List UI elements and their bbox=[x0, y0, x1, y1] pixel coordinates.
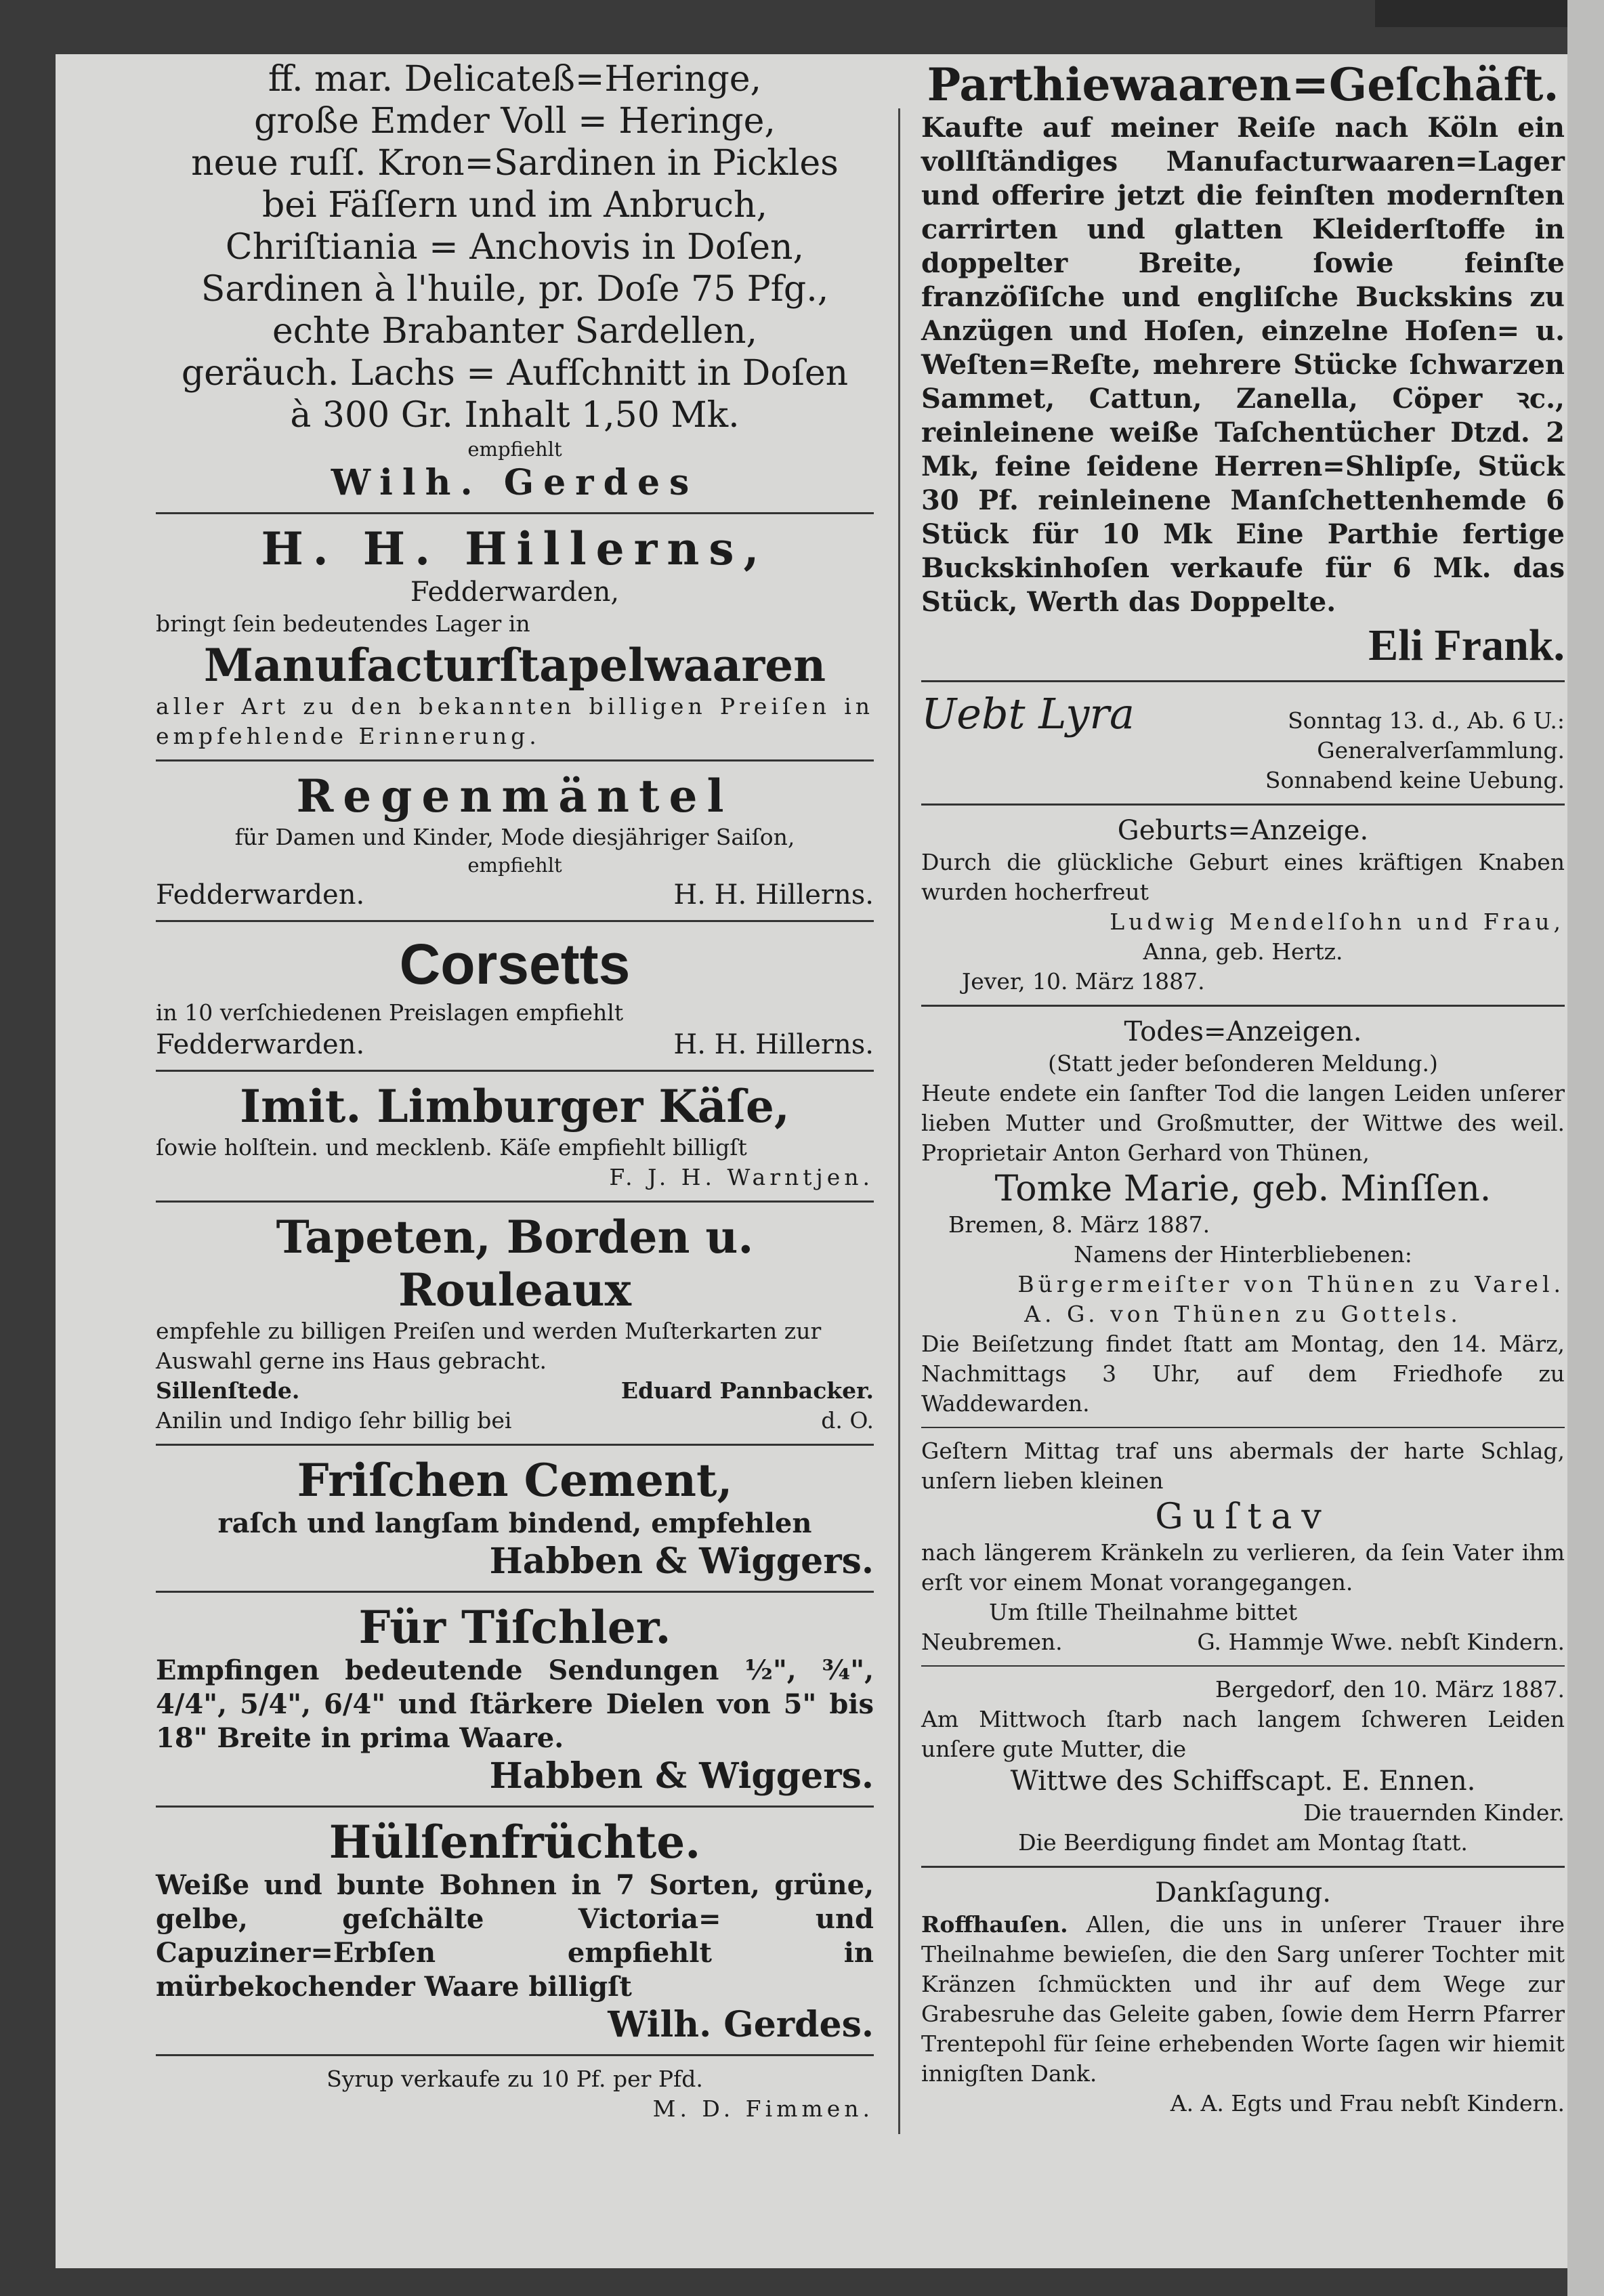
notice-title: Geburts=Anzeige. bbox=[1117, 815, 1369, 846]
ad-headline: Imit. Limburger Käſe, bbox=[240, 1080, 790, 1133]
signature-row bbox=[156, 1028, 874, 1062]
rule bbox=[156, 1591, 874, 1593]
rule bbox=[921, 1427, 1565, 1428]
ad-text: Kaufte auf meiner Reiſe nach Köln ein vollſtändiges Manufacturwaaren=Lager und offerire jetzt die feinſten modernſten carrirten und glatten Kleiderſtoffe in doppelter Breite, ſowie feinſte franzöſiſche und engliſche Buckskins zu Anzügen und Hoſen, einzelne Hoſen= u. Weſten=Reſte, mehrere Stücke ſchwarzen Sammet, Cattun, Zanella, Cöper ꝛc., reinleinene weiße Taſchentücher Dtzd. 2 Mk, feine ſeidene Herren=Shlipſe, Stück 30 Pf. reinleinene Manſchettenhemde 6 Stück für 10 Mk Eine Parthie fertige Buckskinhoſen verkaufe für 6 Mk. das Stück, Werth das Doppelte. bbox=[921, 112, 1565, 618]
ad-text: Weiße und bunte Bohnen in 7 Sorten, grüne, gelbe, geſchälte Victoria= und Capuziner=Erbſen empfiehlt in mürbekochender Waare billigſt bbox=[156, 1869, 874, 2003]
advertiser-name: F. J. H. Warntjen. bbox=[609, 1164, 874, 1190]
signer-text: Anna, geb. Hertz. bbox=[1143, 938, 1343, 965]
corsetts-ad bbox=[156, 926, 874, 1066]
notice-line: Generalverſammlung. bbox=[1317, 737, 1565, 764]
ad-headline: Hülſenfrüchte. bbox=[329, 1816, 701, 1869]
place-text: Sillenſtede. bbox=[156, 1377, 300, 1404]
rule bbox=[156, 1201, 874, 1203]
page-edge bbox=[1567, 0, 1604, 2296]
herring-line: bei Fäſſern und im Anbruch, bbox=[261, 185, 767, 226]
herring-line: neue ruſſ. Kron=Sardinen in Pickles bbox=[191, 143, 839, 184]
dateline: Bergedorf, den 10. März 1887. bbox=[1215, 1676, 1565, 1703]
ad-text: ſowie holſtein. und mecklenb. Käſe empfiehlt billigſt bbox=[156, 1134, 747, 1161]
signer-text: Bürgermeiſter von Thünen zu Varel. bbox=[1017, 1271, 1565, 1297]
thanks-notice bbox=[921, 1872, 1565, 2123]
ad-headline: Friſchen Cement, bbox=[297, 1454, 733, 1507]
death-notice-1 bbox=[921, 1011, 1565, 1423]
herring-line: große Emder Voll = Heringe, bbox=[254, 101, 776, 142]
signer-text: A. A. Egts und Frau nebſt Kindern. bbox=[1170, 2090, 1565, 2116]
left-column bbox=[156, 54, 874, 2128]
recommends-text: empfiehlt bbox=[467, 438, 562, 461]
legumes-ad bbox=[156, 1812, 874, 2050]
notice-text: Um ſtille Theilnahme bittet bbox=[989, 1599, 1298, 1625]
rule bbox=[156, 920, 874, 922]
ad-text: aller Art zu den bekannten billigen Preiſen in empfehlende Erinnerung. bbox=[156, 693, 874, 749]
wallpaper-ad bbox=[156, 1207, 874, 1440]
herring-line: echte Brabanter Sardellen, bbox=[272, 311, 758, 352]
herring-line: Chriſtiania = Anchovis in Doſen, bbox=[225, 227, 805, 268]
signer-text: G. Hammje Wwe. nebſt Kindern. bbox=[1197, 1629, 1565, 1655]
birth-notice bbox=[921, 810, 1565, 1001]
rule bbox=[921, 803, 1565, 806]
notice-text bbox=[921, 1910, 1565, 2089]
death-notice-2 bbox=[921, 1432, 1565, 1661]
advertiser-name: Eduard Pannbacker. bbox=[620, 1377, 874, 1404]
column-divider bbox=[898, 108, 900, 2134]
notice-text: Durch die glückliche Geburt eines kräftigen Knaben wurden hocherfreut bbox=[921, 849, 1565, 905]
signature-row bbox=[156, 878, 874, 912]
notice-text: Die Beerdigung findet am Montag ſtatt. bbox=[1018, 1829, 1468, 1856]
hillerns-ad bbox=[156, 518, 874, 755]
notice-body: Allen, die uns in unſerer Trauer ihre Theilnahme bewieſen, die den Sarg unſerer Tochter mit Kränzen ſchmückten und ihr auf dem Wege zur Grabesruhe das Geleite gaben, ſowie dem Herrn Pfarrer Trentepohl für ſeine erhebenden Worte ſagen wir hiemit innigſten Dank. bbox=[921, 1911, 1565, 2087]
place-text: Fedderwarden. bbox=[156, 1029, 365, 1060]
notice-title: Dankſagung. bbox=[1154, 1877, 1332, 1908]
ad-headline: Regenmäntel bbox=[296, 770, 734, 822]
raincoat-ad bbox=[156, 766, 874, 916]
rule bbox=[156, 759, 874, 761]
ad-headline: Für Tiſchler. bbox=[358, 1601, 671, 1654]
ad-headline: H. H. Hillerns, bbox=[261, 522, 769, 575]
place-text: Fedderwarden. bbox=[156, 879, 365, 911]
signature-row bbox=[921, 1627, 1565, 1657]
notice-line: Sonntag 13. d., Ab. 6 U.: bbox=[1288, 707, 1565, 734]
cement-ad bbox=[156, 1450, 874, 1587]
herring-ad bbox=[156, 54, 874, 508]
notice-text: Namens der Hinterbliebenen: bbox=[1074, 1241, 1412, 1268]
advertiser-name: H. H. Hillerns. bbox=[673, 879, 874, 911]
frank-ad bbox=[921, 54, 1565, 676]
death-notice-3 bbox=[921, 1671, 1565, 1862]
club-notice bbox=[921, 686, 1565, 799]
rule bbox=[156, 1806, 874, 1808]
rule bbox=[921, 1665, 1565, 1667]
rule bbox=[921, 680, 1565, 682]
advertiser-name: H. H. Hillerns. bbox=[673, 1029, 874, 1060]
signer-text: Die trauernden Kinder. bbox=[1303, 1799, 1565, 1826]
signer-text: Ludwig Mendelſohn und Frau, bbox=[1110, 909, 1565, 935]
ad-headline: Corsetts bbox=[399, 932, 631, 996]
herring-line: ff. mar. Delicateß=Heringe, bbox=[268, 59, 762, 100]
ad-headline: Parthiewaaren=Geſchäft. bbox=[927, 58, 1559, 111]
dateline: Jever, 10. März 1887. bbox=[962, 968, 1205, 995]
place-text: Roffhauſen. bbox=[921, 1911, 1068, 1938]
signature-row bbox=[156, 1406, 874, 1436]
notice-title: Todes=Anzeigen. bbox=[1124, 1016, 1362, 1047]
recommends-text: empfiehlt bbox=[467, 854, 562, 877]
advertiser-name: M. D. Fimmen. bbox=[652, 2095, 874, 2122]
ad-text: Anilin und Indigo ſehr billig bei bbox=[156, 1407, 512, 1434]
advertiser-name: d. O. bbox=[821, 1407, 874, 1434]
signer-text: A. G. von Thünen zu Gottels. bbox=[1024, 1301, 1462, 1327]
rule bbox=[156, 1070, 874, 1072]
ad-text: raſch und langſam bindend, empfehlen bbox=[217, 1507, 812, 1539]
ad-headline: Tapeten, Borden u. Rouleaux bbox=[276, 1211, 754, 1316]
deceased-name: Guſtav bbox=[1155, 1497, 1331, 1537]
advertiser-name: Habben & Wiggers. bbox=[489, 1541, 874, 1582]
herring-line: Sardinen à l'huile, pr. Doſe 75 Pfg., bbox=[200, 269, 829, 310]
place-text: Neubremen. bbox=[921, 1629, 1063, 1655]
ad-headline: Manufacturſtapelwaaren bbox=[203, 639, 826, 692]
notice-text: nach längerem Kränkeln zu verlieren, da ſein Vater ihm erſt vor einem Monat vorangegangen. bbox=[921, 1539, 1565, 1595]
rule bbox=[921, 1866, 1565, 1868]
herring-line: à 300 Gr. Inhalt 1,50 Mk. bbox=[290, 395, 740, 436]
ad-text: empfehle zu billigen Preiſen und werden Muſterkarten zur Auswahl gerne ins Haus gebracht. bbox=[156, 1318, 822, 1374]
notice-subtitle: (Statt jeder beſonderen Meldung.) bbox=[1048, 1050, 1438, 1077]
rule bbox=[921, 1005, 1565, 1007]
notice-text: Heute endete ein ſanfter Tod die langen Leiden unſerer lieben Mutter und Großmutter, der Wittwe des weil. Proprietair Anton Gerhard von Thünen, bbox=[921, 1080, 1565, 1166]
rule bbox=[156, 512, 874, 514]
ad-text: in 10 verſchiedenen Preislagen empfiehlt bbox=[156, 999, 624, 1026]
club-signature: Uebt Lyra bbox=[921, 689, 1135, 738]
advertiser-name: Wilh. Gerdes. bbox=[608, 2004, 874, 2045]
deceased-name: Wittwe des Schiffscapt. E. Ennen. bbox=[1010, 1766, 1476, 1797]
ad-text: für Damen und Kinder, Mode diesjähriger Saiſon, bbox=[234, 824, 795, 850]
dateline: Bremen, 8. März 1887. bbox=[948, 1211, 1210, 1238]
ad-text: Syrup verkaufe zu 10 Pf. per Pfd. bbox=[326, 2066, 703, 2092]
carpenter-ad bbox=[156, 1597, 874, 1801]
notice-text: Geſtern Mittag traf uns abermals der harte Schlag, unſern lieben kleinen bbox=[921, 1438, 1565, 1494]
deceased-name: Tomke Marie, geb. Minſſen. bbox=[994, 1169, 1492, 1209]
rule bbox=[156, 2054, 874, 2056]
advertiser-name: Eli Frank. bbox=[1368, 621, 1565, 670]
right-column bbox=[921, 54, 1565, 2123]
notice-text: Die Beiſetzung findet ſtatt am Montag, den 14. März, Nachmittags 3 Uhr, auf dem Friedhofe zu Waddewarden. bbox=[921, 1331, 1565, 1417]
cheese-ad bbox=[156, 1076, 874, 1196]
syrup-ad bbox=[156, 2060, 874, 2128]
notice-line: Sonnabend keine Uebung. bbox=[1265, 767, 1565, 793]
place-text: Fedderwarden, bbox=[410, 577, 620, 608]
notice-text: Am Mittwoch ſtarb nach langem ſchweren Leiden unſere gute Mutter, die bbox=[921, 1706, 1565, 1762]
ad-text: Empfingen bedeutende Sendungen ½", ¾", 4/4", 5/4", 6/4" und ſtärkere Dielen von 5" bis 18" Breite in prima Waare. bbox=[156, 1654, 874, 1754]
rule bbox=[156, 1444, 874, 1446]
signature-row bbox=[156, 1376, 874, 1406]
advertiser-name: Wilh. Gerdes bbox=[331, 462, 699, 503]
advertiser-name: Habben & Wiggers. bbox=[489, 1755, 874, 1797]
club-schedule bbox=[1265, 706, 1565, 795]
ad-text: bringt ſein bedeutendes Lager in bbox=[156, 610, 530, 637]
herring-line: geräuch. Lachs = Aufſchnitt in Doſen bbox=[181, 353, 849, 394]
